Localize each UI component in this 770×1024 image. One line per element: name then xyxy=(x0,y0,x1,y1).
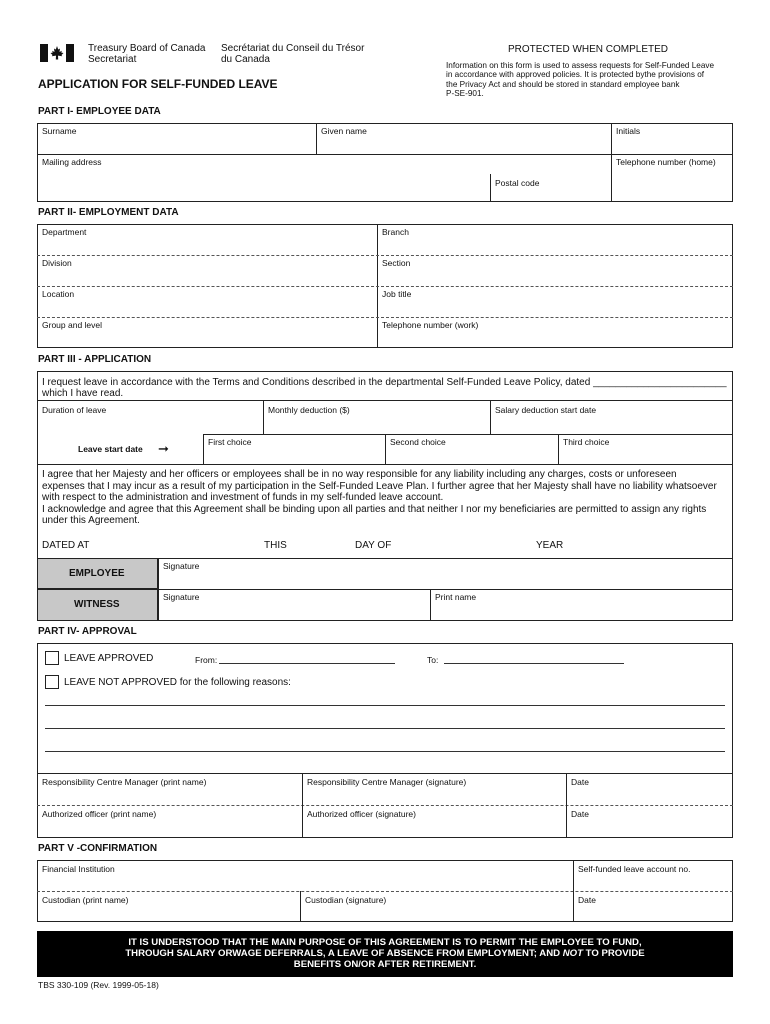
day-of-label: DAY OF xyxy=(355,540,392,551)
custodian-signature-field[interactable]: Custodian (signature) xyxy=(305,895,387,905)
telephone-home-field[interactable]: Telephone number (home) xyxy=(616,157,716,167)
leave-approved-checkbox[interactable] xyxy=(45,651,59,665)
rcm-print-name-field[interactable]: Responsibility Centre Manager (print name) xyxy=(42,777,207,787)
dept-name-fr-1: Secrétariat du Conseil du Trésor xyxy=(221,43,365,54)
witness-label: WITNESS xyxy=(74,599,120,610)
arrow-right-icon: ➞ xyxy=(158,441,169,456)
department-field[interactable]: Department xyxy=(42,227,87,237)
duration-field[interactable]: Duration of leave xyxy=(42,405,107,415)
to-input[interactable] xyxy=(444,663,624,664)
part2-title: PART II- EMPLOYMENT DATA xyxy=(38,207,179,218)
leave-not-approved-label: LEAVE NOT APPROVED for the following reasons: xyxy=(64,677,291,688)
location-field[interactable]: Location xyxy=(42,289,75,299)
third-choice-field[interactable]: Third choice xyxy=(563,437,610,447)
part5-title: PART V -CONFIRMATION xyxy=(38,843,158,854)
second-choice-field[interactable]: Second choice xyxy=(390,437,446,447)
postal-code-field[interactable]: Postal code xyxy=(495,178,540,188)
monthly-deduction-field[interactable]: Monthly deduction ($) xyxy=(268,405,350,415)
rcm-signature-field[interactable]: Responsibility Centre Manager (signature) xyxy=(307,777,467,787)
salary-start-field[interactable]: Salary deduction start date xyxy=(495,405,597,415)
dept-name-fr-2: du Canada xyxy=(221,54,270,65)
purpose-banner: IT IS UNDERSTOOD THAT THE MAIN PURPOSE OF THIS AGREEMENT IS TO PERMIT THE EMPLOYEE TO FUND, THROUGH SALARY ORWAGE DEFERRALS, A LEAVE OF ABSENCE FROM EMPLOYMENT; AND NOT TO PROVIDE BENEFITS ON/OR AFTER RETIREMENT. xyxy=(37,931,733,977)
dated-at-label: DATED AT xyxy=(42,540,90,551)
financial-institution-field[interactable]: Financial Institution xyxy=(42,864,115,874)
witness-print-name-field[interactable]: Print name xyxy=(435,592,477,602)
job-title-field[interactable]: Job title xyxy=(382,289,412,299)
leave-start-label: Leave start date xyxy=(78,444,143,454)
reason-line-1[interactable] xyxy=(45,705,725,706)
reason-line-3[interactable] xyxy=(45,751,725,752)
ao-date-field[interactable]: Date xyxy=(571,809,589,819)
section-field[interactable]: Section xyxy=(382,258,411,268)
custodian-print-name-field[interactable]: Custodian (print name) xyxy=(42,895,129,905)
leave-not-approved-checkbox[interactable] xyxy=(45,675,59,689)
form-number: TBS 330-109 (Rev. 1999-05-18) xyxy=(38,980,159,990)
division-field[interactable]: Division xyxy=(42,258,72,268)
part1-title: PART I- EMPLOYEE DATA xyxy=(38,106,161,117)
leave-approved-label: LEAVE APPROVED xyxy=(64,653,154,664)
mailing-address-field[interactable]: Mailing address xyxy=(42,157,102,167)
custodian-date-field[interactable]: Date xyxy=(578,895,596,905)
to-label: To: xyxy=(427,655,439,665)
reason-line-2[interactable] xyxy=(45,728,725,729)
leave-request-statement: I request leave in accordance with the Terms and Conditions described in the departmental Self-Funded Leave Policy, dated ________________________ which I have read. xyxy=(42,377,727,399)
witness-signature-field[interactable]: Signature xyxy=(163,592,200,602)
initials-field[interactable]: Initials xyxy=(616,126,641,136)
ao-signature-field[interactable]: Authorized officer (signature) xyxy=(307,809,416,819)
group-level-field[interactable]: Group and level xyxy=(42,320,103,330)
from-label: From: xyxy=(195,655,218,665)
protected-notice: PROTECTED WHEN COMPLETED xyxy=(508,44,669,55)
dept-name-en-2: Secretariat xyxy=(88,54,137,65)
first-choice-field[interactable]: First choice xyxy=(208,437,252,447)
rcm-date-field[interactable]: Date xyxy=(571,777,589,787)
canada-flag-logo xyxy=(40,44,74,62)
form-title: APPLICATION FOR SELF-FUNDED LEAVE xyxy=(38,77,278,91)
employee-signature-field[interactable]: Signature xyxy=(163,561,200,571)
part3-title: PART III - APPLICATION xyxy=(38,354,152,365)
part4-title: PART IV- APPROVAL xyxy=(38,626,137,637)
account-no-field[interactable]: Self-funded leave account no. xyxy=(578,864,691,874)
employee-label: EMPLOYEE xyxy=(69,568,125,579)
ao-print-name-field[interactable]: Authorized officer (print name) xyxy=(42,809,157,819)
given-name-field[interactable]: Given name xyxy=(321,126,367,136)
telephone-work-field[interactable]: Telephone number (work) xyxy=(382,320,479,330)
privacy-info: Information on this form is used to assess requests for Self-Funded Leave in accordance with approved policies. It is protected bythe provisions of the Privacy Act and should be stored in standard employee bank P-SE-901. xyxy=(446,61,715,98)
surname-field[interactable]: Surname xyxy=(42,126,77,136)
this-label: THIS xyxy=(264,540,287,551)
dept-name-en-1: Treasury Board of Canada xyxy=(88,43,206,54)
branch-field[interactable]: Branch xyxy=(382,227,409,237)
from-input[interactable] xyxy=(219,663,395,664)
agreement-text: I agree that her Majesty and her officers or employees shall be in no way responsible for any liability including any charges, costs or unforeseen expenses that I may incur as a result of my participation in the Self-Funded Leave Plan. I further agree that her Majesty shall have no liability whatsoever with respect to the administration and investment of funds in my self-funded leave account. I acknowledge and agree that this Agreement shall be binding upon all parties and that neither I nor my beneficiaries are permitted to assign any rights under this Agreement. xyxy=(42,469,717,527)
year-label: YEAR xyxy=(536,540,564,551)
